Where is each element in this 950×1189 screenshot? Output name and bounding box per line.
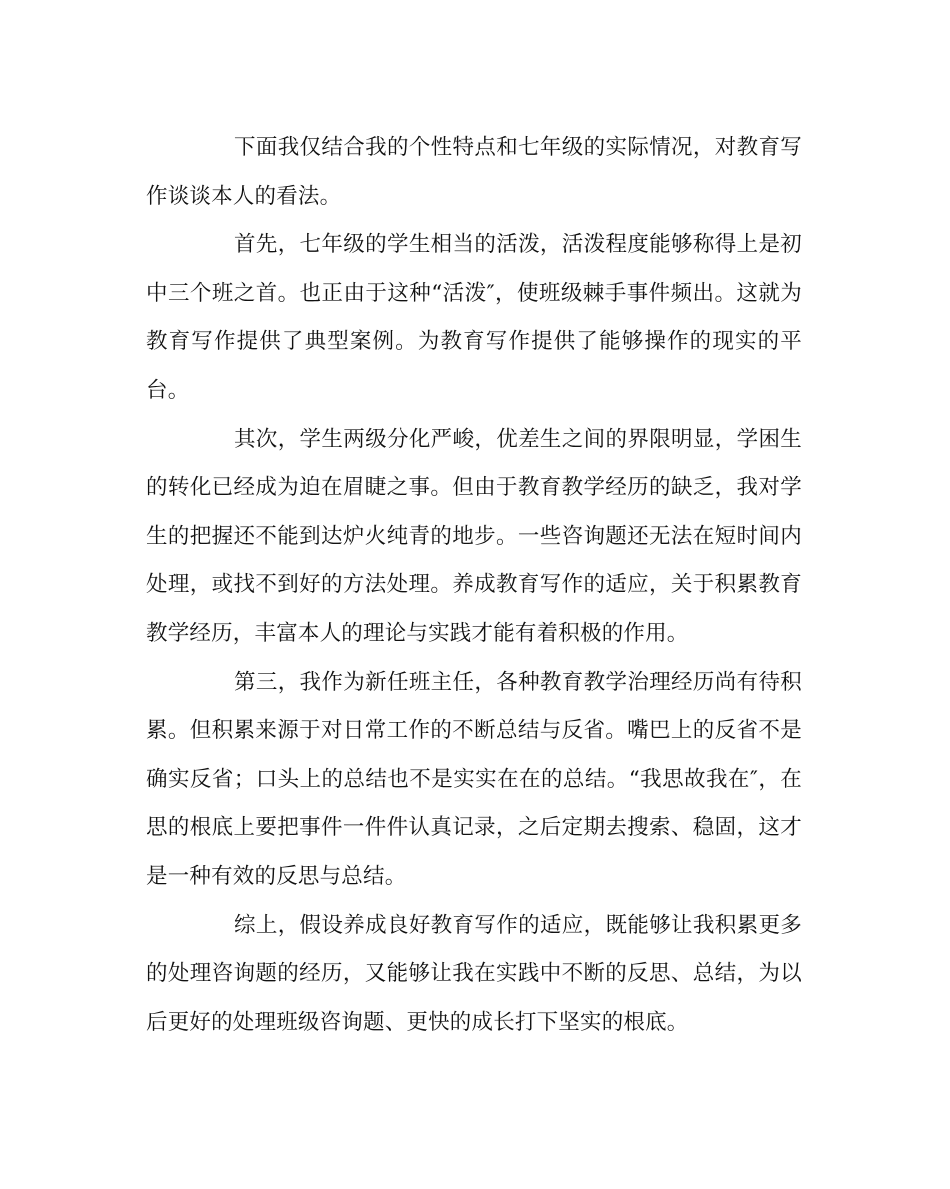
paragraph-first: 首先，七年级的学生相当的活泼，活泼程度能够称得上是初中三个班之首。也正由于这种“活泼″，使班级棘手事件频出。这就为教育写作提供了典型案例。为教育写作提供了能够操作的现实的平台。 — [146, 232, 802, 403]
paragraph-intro: 下面我仅结合我的个性特点和七年级的实际情况，对教育写作谈谈本人的看法。 — [146, 135, 802, 209]
paragraph-third: 第三，我作为新任班主任，各种教育教学治理经历尚有待积累。但积累来源于对日常工作的不断总结与反省。嘴巴上的反省不是确实反省；口头上的总结也不是实实在在的总结。“我思故我在″，在思的根底上要把事件一件件认真记录，之后定期去搜索、稳固，这才是一种有效的反思与总结。 — [146, 669, 802, 889]
paragraph-second: 其次，学生两级分化严峻，优差生之间的界限明显，学困生的转化已经成为迫在眉睫之事。但由于教育教学经历的缺乏，我对学生的把握还不能到达炉火纯青的地步。一些咨询题还无法在短时间内处理，或找不到好的方法处理。养成教育写作的适应，关于积累教育教学经历，丰富本人的理论与实践才能有着积极的作用。 — [146, 426, 802, 646]
paragraph-conclusion: 综上，假设养成良好教育写作的适应，既能够让我积累更多的处理咨询题的经历，又能够让我在实践中不断的反思、总结，为以后更好的处理班级咨询题、更快的成长打下坚实的根底。 — [146, 912, 802, 1035]
document-body — [146, 124, 802, 1047]
